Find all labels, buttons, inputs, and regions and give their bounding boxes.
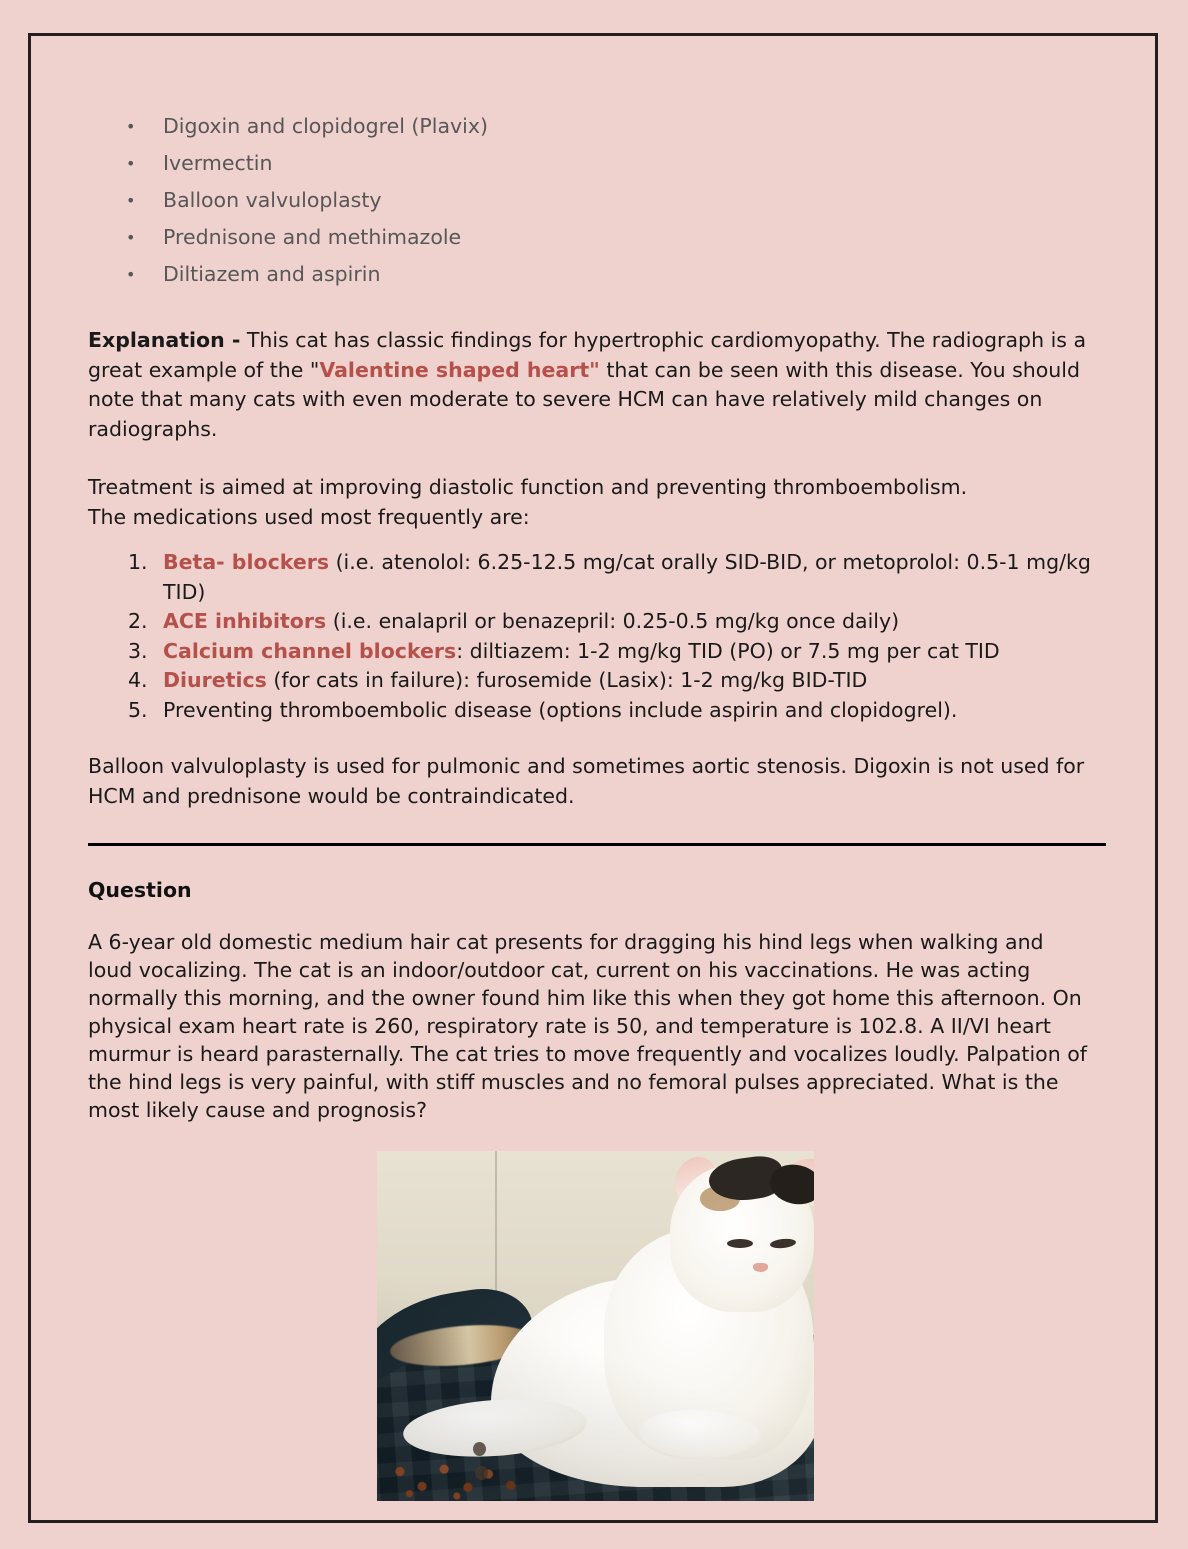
question-body: A 6-year old domestic medium hair cat presents for dragging his hind legs when walking and loud vocalizing. The cat is an indoor/outdoor cat, current on his vaccinations. He was acting normally this morning, and the owner found him like this when they got home this afternoon. On physical exam heart rate is 260, respiratory rate is 50, and temperature is 102.8. A II/VI heart murmur is heard parasternally. The cat tries to move frequently and vocalizes loudly. Palpation of the hind legs is very painful, with stiff muscles and no femoral pulses appreciated. What is the most likely cause and prognosis? bbox=[88, 930, 1087, 1122]
photo-cat-nose bbox=[753, 1263, 768, 1272]
medication-item bbox=[88, 637, 1108, 667]
medication-name: Calcium channel blockers bbox=[163, 638, 457, 663]
medication-detail: (for cats in failure): furosemide (Lasix): 1-2 mg/kg BID-TID bbox=[266, 668, 868, 692]
medication-item bbox=[88, 607, 1108, 637]
photo-cat-eye-left bbox=[727, 1239, 753, 1248]
medication-detail: (i.e. atenolol: 6.25-12.5 mg/cat orally SID-BID, or metoprolol: 0.5-1 mg/kg TID) bbox=[163, 550, 1091, 604]
medication-name: ACE inhibitors bbox=[163, 609, 327, 633]
closing-paragraph: Balloon valvuloplasty is used for pulmonic and sometimes aortic stenosis. Digoxin is not used for HCM and prednisone would be contraindicated. bbox=[88, 754, 1085, 808]
page-border bbox=[28, 33, 1158, 1523]
explanation-text-part1: This cat has classic findings for hypertrophic cardiomyopathy. The radiograph is a great example of the " bbox=[88, 328, 1087, 382]
answer-options-list bbox=[88, 108, 1108, 293]
medication-detail: (i.e. enalapril or benazepril: 0.25-0.5 mg/kg once daily) bbox=[326, 609, 900, 633]
cat-photo-image bbox=[377, 1151, 814, 1501]
medication-item bbox=[88, 696, 1108, 726]
medication-detail: : diltiazem: 1-2 mg/kg TID (PO) or 7.5 mg per cat TID bbox=[456, 638, 1000, 663]
medication-name: Beta- blockers bbox=[163, 550, 330, 574]
medication-item bbox=[88, 548, 1108, 607]
explanation-label: Explanation - bbox=[88, 328, 241, 352]
explanation-text-part2: that can be seen with this disease. You should note that many cats with even moderate to severe HCM can have relatively mild changes on radiographs. bbox=[88, 357, 1081, 441]
treatment-paragraph bbox=[88, 473, 1108, 532]
explanation-paragraph bbox=[88, 326, 1108, 444]
photo-kibble bbox=[381, 1452, 538, 1501]
answer-option[interactable]: • Ivermectin bbox=[88, 145, 1108, 182]
section-divider bbox=[88, 843, 1106, 846]
page-content bbox=[88, 108, 1108, 1501]
treatment-line-2: The medications used most frequently are: bbox=[88, 504, 530, 529]
photo-container bbox=[88, 1151, 1108, 1501]
photo-cat-toe-pad-upper bbox=[473, 1442, 486, 1456]
question-heading: Question bbox=[88, 878, 192, 902]
medication-list bbox=[88, 548, 1108, 725]
answer-option[interactable]: • Digoxin and clopidogrel (Plavix) bbox=[88, 108, 1108, 145]
medication-detail: Preventing thromboembolic disease (options include aspirin and clopidogrel). bbox=[163, 697, 958, 722]
medication-name: Diuretics bbox=[163, 668, 267, 692]
answer-option[interactable]: • Balloon valvuloplasty bbox=[88, 182, 1108, 219]
answer-option[interactable]: • Prednisone and methimazole bbox=[88, 219, 1108, 256]
answer-option[interactable]: • Diltiazem and aspirin bbox=[88, 256, 1108, 293]
treatment-line-1: Treatment is aimed at improving diastolic function and preventing thromboembolism. bbox=[88, 475, 968, 499]
medication-item bbox=[88, 666, 1108, 696]
valentine-heart-highlight: Valentine shaped heart" bbox=[319, 357, 600, 382]
